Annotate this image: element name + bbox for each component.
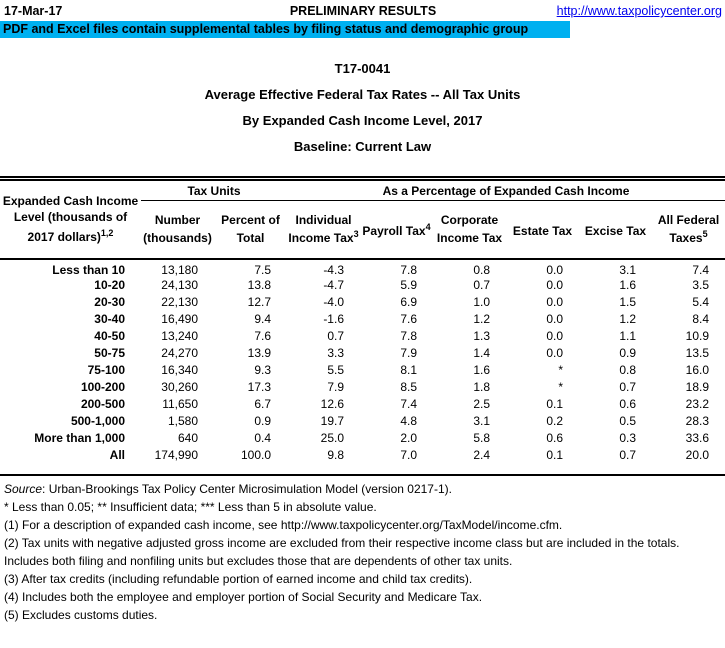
- table-row: [0, 311, 725, 328]
- table-cell: 1.2: [619, 312, 636, 326]
- table-cell: -4.3: [323, 262, 344, 277]
- table-cell: 1.3: [473, 329, 490, 343]
- table-cell: 0.1: [546, 448, 563, 462]
- table-cell: 7.9: [327, 380, 344, 394]
- table-cell: -4.0: [323, 295, 344, 309]
- table-body: [0, 259, 725, 464]
- table-cell: 28.3: [685, 414, 709, 428]
- row-label: 40-50: [94, 329, 125, 343]
- table-cell: 13.8: [247, 278, 271, 292]
- table-cell: 0.8: [473, 262, 490, 277]
- table-cell: 0.7: [619, 380, 636, 394]
- page-subtitle: By Expanded Cash Income Level, 2017: [242, 113, 483, 128]
- table-cell: -1.6: [323, 312, 344, 326]
- table-cell: *: [558, 380, 563, 394]
- footnote-line: (4) Includes both the employee and employer portion of Social Security and Medicare Tax.: [4, 590, 483, 605]
- row-label: 20-30: [94, 295, 125, 309]
- table-cell: *: [558, 363, 563, 377]
- row-header-label: Expanded Cash Income Level (thousands of 2017 dollars): [2, 194, 139, 245]
- footnotes-list: [4, 498, 725, 625]
- footnote-line: Includes both filing and nonfiling units but excludes those that are dependents of other tax units.: [4, 553, 513, 568]
- table-cell: 7.6: [254, 329, 271, 343]
- table-cell: 0.7: [327, 329, 344, 343]
- table-cell: 7.8: [400, 329, 417, 343]
- row-label: Less than 10: [52, 262, 125, 277]
- table-cell: 1.2: [473, 312, 490, 326]
- table-row: [0, 447, 725, 464]
- table-row: [0, 413, 725, 430]
- table-cell: 2.0: [400, 431, 417, 445]
- table-cell: 0.3: [619, 431, 636, 445]
- col-all-federal-taxes: All Federal Taxes$^5$: [652, 201, 725, 259]
- table-cell: 0.0: [546, 346, 563, 360]
- table-cell: 7.5: [254, 262, 271, 277]
- table-cell: 19.7: [320, 414, 344, 428]
- table-cell: 0.5: [619, 414, 636, 428]
- table-row: [0, 379, 725, 396]
- table-cell: 2.5: [473, 397, 490, 411]
- table-cell: 16,490: [161, 312, 198, 326]
- report-date: 17-Mar-17: [4, 4, 63, 18]
- table-cell: 5.5: [327, 363, 344, 377]
- row-label: 100-200: [80, 380, 125, 394]
- table-cell: 7.9: [400, 346, 417, 360]
- col-individual-income-tax: Individual Income Tax$^3$: [287, 201, 360, 259]
- col-corporate-income-tax: Corporate Income Tax: [433, 201, 506, 259]
- page-header: [0, 0, 725, 18]
- table-cell: 24,130: [161, 278, 198, 292]
- row-label: 200-500: [80, 397, 125, 411]
- table-cell: 11,650: [162, 397, 198, 411]
- row-label: 30-40: [94, 312, 125, 326]
- table-cell: 0.0: [546, 295, 563, 309]
- table-cell: 33.6: [685, 431, 709, 445]
- table-cell: 7.6: [400, 312, 417, 326]
- table-cell: 7.4: [692, 262, 709, 277]
- table-cell: 0.7: [619, 448, 636, 462]
- table-cell: 0.0: [546, 312, 563, 326]
- table-cell: 5.4: [692, 295, 709, 309]
- table-cell: 0.2: [546, 414, 563, 428]
- table-cell: 9.3: [254, 363, 271, 377]
- table-cell: 6.9: [400, 295, 417, 309]
- table-cell: 1.8: [473, 380, 490, 394]
- table-cell: 7.8: [400, 262, 417, 277]
- table-cell: 17.3: [247, 380, 271, 394]
- baseline-label: Baseline: Current Law: [293, 139, 432, 154]
- table-cell: 22,130: [161, 295, 198, 309]
- title-block: [0, 62, 725, 154]
- table-cell: 0.9: [254, 414, 271, 428]
- col-estate-tax: Estate Tax: [506, 201, 579, 259]
- table-row: [0, 362, 725, 379]
- table-cell: 12.6: [320, 397, 344, 411]
- table-cell: 13,240: [161, 329, 198, 343]
- table-row: [0, 396, 725, 413]
- table-cell: 1.0: [473, 295, 490, 309]
- table-cell: 9.8: [327, 448, 344, 462]
- taxpolicycenter-link[interactable]: http://www.taxpolicycenter.org: [556, 4, 722, 18]
- table-cell: 8.5: [400, 380, 417, 394]
- table-cell: 4.8: [400, 414, 417, 428]
- table-row: [0, 345, 725, 362]
- table-cell: 1.1: [619, 329, 636, 343]
- table-cell: 0.6: [546, 431, 563, 445]
- table-cell: 0.9: [619, 346, 636, 360]
- row-header-cell: [0, 179, 141, 259]
- row-header-footnote-ref: 1,2: [100, 228, 114, 239]
- table-cell: 23.2: [685, 397, 709, 411]
- row-label: 75-100: [87, 363, 125, 377]
- group-percentage: As a Percentage of Expanded Cash Income: [287, 179, 725, 201]
- table-cell: 12.7: [247, 295, 271, 309]
- source-label: Source: [4, 481, 43, 496]
- table-cell: 0.8: [619, 363, 636, 377]
- col-excise-tax: Excise Tax: [579, 201, 652, 259]
- table-cell: 0.0: [546, 262, 563, 277]
- table-cell: 10.9: [685, 329, 709, 343]
- supplemental-tables-banner: PDF and Excel files contain supplemental tables by filing status and demographic group: [0, 21, 570, 38]
- col-payroll-tax: Payroll Tax$^4$: [360, 201, 433, 259]
- table-cell: 1,580: [167, 414, 198, 428]
- table-cell: 1.4: [473, 346, 490, 360]
- table-cell: 0.6: [619, 397, 636, 411]
- table-cell: 3.5: [692, 278, 709, 292]
- table-cell: 174,990: [154, 448, 198, 462]
- row-label: 10-20: [94, 278, 125, 292]
- footnote-line: (3) After tax credits (including refundable portion of earned income and child tax credits).: [4, 571, 473, 586]
- table-row: [0, 328, 725, 345]
- table-cell: 8.1: [400, 363, 417, 377]
- table-cell: 1.6: [619, 278, 636, 292]
- table-cell: 13.9: [247, 346, 271, 360]
- table-cell: -4.7: [323, 278, 344, 292]
- table-cell: 6.7: [254, 397, 271, 411]
- table-cell: 24,270: [161, 346, 198, 360]
- table-cell: 13.5: [685, 346, 709, 360]
- table-cell: 5.8: [473, 431, 490, 445]
- table-cell: 9.4: [254, 312, 271, 326]
- row-label: All: [109, 448, 125, 462]
- table-cell: 30,260: [161, 380, 198, 394]
- table-cell: 0.4: [254, 431, 271, 445]
- table-cell: 1.6: [473, 363, 490, 377]
- table-cell: 8.4: [692, 312, 709, 326]
- footnotes-section: [0, 476, 725, 625]
- row-label: More than 1,000: [34, 431, 125, 445]
- table-cell: 3.1: [619, 262, 636, 277]
- table-cell: 640: [177, 431, 198, 445]
- table-cell: 3.3: [327, 346, 344, 360]
- footnote-line: (1) For a description of expanded cash income, see http://www.taxpolicycenter.org/TaxModel/income.cfm.: [4, 517, 563, 532]
- table-cell: 0.0: [546, 329, 563, 343]
- table-cell: 25.0: [320, 431, 344, 445]
- footnote-line: * Less than 0.05; ** Insufficient data; *** Less than 5 in absolute value.: [4, 499, 377, 514]
- table-cell: 20.0: [685, 448, 709, 462]
- row-label: 500-1,000: [70, 414, 125, 428]
- table-cell: 7.0: [400, 448, 417, 462]
- source-line: [4, 480, 725, 498]
- col-percent-of-total: Percent of Total: [214, 201, 287, 259]
- group-tax-units: Tax Units: [141, 179, 287, 201]
- table-row: [0, 259, 725, 277]
- table-row: [0, 277, 725, 294]
- table-cell: 0.7: [473, 278, 490, 292]
- table-cell: 0.0: [546, 278, 563, 292]
- group-header-row: [0, 179, 725, 201]
- table-cell: 100.0: [240, 448, 271, 462]
- source-text: : Urban-Brookings Tax Policy Center Microsimulation Model (version 0217-1).: [42, 481, 452, 496]
- table-cell: 7.4: [400, 397, 417, 411]
- table-cell: 3.1: [473, 414, 490, 428]
- table-row: [0, 294, 725, 311]
- table-cell: 16,340: [161, 363, 198, 377]
- table-row: [0, 430, 725, 447]
- footnote-line: (5) Excludes customs duties.: [4, 608, 158, 623]
- footnote-line: (2) Tax units with negative adjusted gross income are excluded from their respective income class but are included in the totals.: [4, 535, 680, 550]
- table-cell: 1.5: [619, 295, 636, 309]
- table-cell: 13,180: [161, 262, 198, 277]
- table-cell: 18.9: [685, 380, 709, 394]
- table-cell: 5.9: [400, 278, 417, 292]
- table-cell: 16.0: [685, 363, 709, 377]
- page-title: Average Effective Federal Tax Rates -- All Tax Units: [204, 87, 521, 102]
- tax-rates-table: [0, 176, 725, 464]
- col-number-thousands: Number (thousands): [141, 201, 214, 259]
- table-cell: 2.4: [473, 448, 490, 462]
- table-id: T17-0041: [334, 61, 391, 76]
- table-cell: 0.1: [546, 397, 563, 411]
- preliminary-results-label: PRELIMINARY RESULTS: [289, 4, 437, 18]
- row-label: 50-75: [94, 346, 125, 360]
